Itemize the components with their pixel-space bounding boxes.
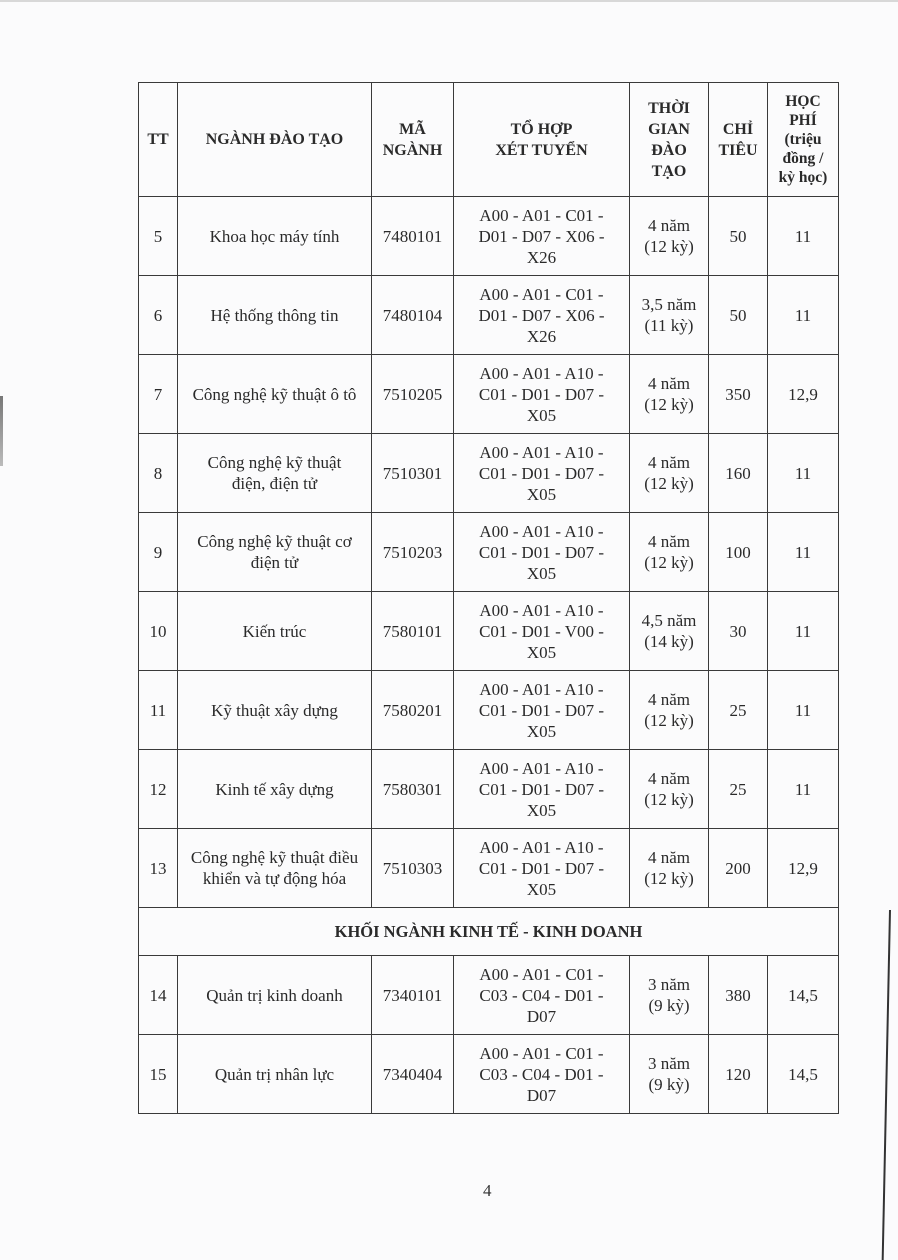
cell-text-combo-line3: X05 xyxy=(526,405,557,425)
cell-combination xyxy=(454,434,630,513)
cell-duration xyxy=(630,592,709,671)
cell-text-duration-line2: (12 kỳ) xyxy=(644,237,694,256)
cell-text-combo-line1: A00 - A01 - A10 - xyxy=(479,442,604,462)
cell-program-code: 7510301 xyxy=(372,434,454,513)
cell-tuition: 11 xyxy=(768,197,839,276)
cell-quota: 350 xyxy=(709,355,768,434)
cell-text-duration-line2: (12 kỳ) xyxy=(644,869,694,888)
cell-tt: 9 xyxy=(139,513,178,592)
cell-text-combo-line3: X26 xyxy=(526,247,557,267)
cell-text-combo-line3: X05 xyxy=(526,879,557,899)
cell-quota: 50 xyxy=(709,276,768,355)
scan-edge-line xyxy=(882,910,891,1260)
cell-text-combo-line2: C01 - D01 - D07 - xyxy=(478,779,605,799)
cell-text-combo-line3: X05 xyxy=(526,563,557,583)
cell-text-duration-line2: (9 kỳ) xyxy=(648,1075,690,1094)
cell-quota: 100 xyxy=(709,513,768,592)
cell-text-duration-line2: (9 kỳ) xyxy=(648,996,690,1015)
cell-program-code: 7480104 xyxy=(372,276,454,355)
cell-quota: 30 xyxy=(709,592,768,671)
cell-text-name-line1: Kinh tế xây dựng xyxy=(215,779,334,799)
cell-tuition: 11 xyxy=(768,434,839,513)
cell-program-name xyxy=(178,355,372,434)
cell-combination xyxy=(454,671,630,750)
cell-text-combo-line2: C03 - C04 - D01 - xyxy=(479,1064,604,1084)
cell-text-name-line1: Kiến trúc xyxy=(242,621,307,641)
cell-tt: 12 xyxy=(139,750,178,829)
cell-text-duration-line1: 4,5 năm xyxy=(641,611,697,630)
table-row xyxy=(139,197,839,276)
cell-text-duration-line1: 4 năm xyxy=(647,848,691,867)
table-row xyxy=(139,513,839,592)
cell-text-duration-line1: 4 năm xyxy=(647,374,691,393)
cell-duration xyxy=(630,956,709,1035)
cell-text-duration-line1: 4 năm xyxy=(647,216,691,235)
scan-edge-mark xyxy=(0,396,3,466)
cell-program-code: 7580101 xyxy=(372,592,454,671)
cell-duration xyxy=(630,671,709,750)
cell-text-combo-line3: X05 xyxy=(526,484,557,504)
table-row xyxy=(139,355,839,434)
cell-text-combo-line2: C01 - D01 - D07 - xyxy=(478,858,605,878)
cell-text-name-line2: khiển và tự động hóa xyxy=(202,869,347,888)
table-row xyxy=(139,434,839,513)
cell-text-duration-line2: (12 kỳ) xyxy=(644,790,694,809)
cell-text-duration-line1: 4 năm xyxy=(647,769,691,788)
header-row xyxy=(139,83,839,197)
cell-quota: 25 xyxy=(709,750,768,829)
cell-text-combo-line2: C01 - D01 - D07 - xyxy=(478,700,605,720)
cell-text-combo-line3: X26 xyxy=(526,326,557,346)
cell-duration xyxy=(630,197,709,276)
cell-program-code: 7510203 xyxy=(372,513,454,592)
cell-duration xyxy=(630,1035,709,1114)
cell-text-duration-line2: (12 kỳ) xyxy=(644,553,694,572)
cell-text-combo-line3: X05 xyxy=(526,800,557,820)
cell-text-combo-line1: A00 - A01 - A10 - xyxy=(479,758,604,778)
cell-text-combo-line1: A00 - A01 - C01 - xyxy=(479,964,604,984)
cell-text-name-line1: Công nghệ kỹ thuật ô tô xyxy=(192,384,357,404)
cell-tt: 14 xyxy=(139,956,178,1035)
cell-text-combo-line2: C01 - D01 - D07 - xyxy=(478,463,605,483)
table-row xyxy=(139,829,839,908)
cell-program-name xyxy=(178,276,372,355)
cell-text-combo-line1: A00 - A01 - C01 - xyxy=(479,1043,604,1063)
cell-duration xyxy=(630,513,709,592)
cell-text-combo-line3: X05 xyxy=(526,721,557,741)
page-top-edge xyxy=(0,0,898,2)
cell-program-code: 7510205 xyxy=(372,355,454,434)
cell-tt: 5 xyxy=(139,197,178,276)
cell-text-combo-line1: A00 - A01 - A10 - xyxy=(479,600,604,620)
cell-program-name xyxy=(178,513,372,592)
cell-combination xyxy=(454,513,630,592)
cell-text-duration-line1: 4 năm xyxy=(647,453,691,472)
cell-duration xyxy=(630,355,709,434)
cell-tt: 13 xyxy=(139,829,178,908)
cell-program-code: 7480101 xyxy=(372,197,454,276)
table-row xyxy=(139,1035,839,1114)
cell-program-name xyxy=(178,434,372,513)
header-tt: TT xyxy=(139,83,178,197)
cell-text-combo-line2: C01 - D01 - V00 - xyxy=(479,621,604,641)
section-title: KHỐI NGÀNH KINH TẾ - KINH DOANH xyxy=(139,908,839,956)
cell-program-code: 7340404 xyxy=(372,1035,454,1114)
cell-combination xyxy=(454,276,630,355)
admissions-table xyxy=(138,82,839,1114)
cell-text-combo-line2: C01 - D01 - D07 - xyxy=(478,384,605,404)
cell-text-combo-line3: D07 xyxy=(526,1085,557,1105)
cell-text-name-line1: Hệ thống thông tin xyxy=(210,305,339,325)
header-code: MÃ NGÀNH xyxy=(372,83,454,197)
cell-quota: 160 xyxy=(709,434,768,513)
cell-text-combo-line1: A00 - A01 - A10 - xyxy=(479,679,604,699)
cell-text-name-line1: Quản trị nhân lực xyxy=(214,1064,335,1084)
cell-tuition: 11 xyxy=(768,592,839,671)
cell-program-name xyxy=(178,197,372,276)
cell-quota: 120 xyxy=(709,1035,768,1114)
cell-text-duration-line1: 3 năm xyxy=(647,975,691,994)
cell-text-combo-line3: D07 xyxy=(526,1006,557,1026)
cell-program-name xyxy=(178,750,372,829)
cell-text-duration-line2: (12 kỳ) xyxy=(644,711,694,730)
cell-combination xyxy=(454,592,630,671)
page-number: 4 xyxy=(483,1181,492,1200)
section-header-row xyxy=(139,908,839,956)
cell-tuition: 14,5 xyxy=(768,956,839,1035)
cell-text-duration-line2: (14 kỳ) xyxy=(644,632,694,651)
cell-quota: 50 xyxy=(709,197,768,276)
table-row xyxy=(139,671,839,750)
cell-program-name xyxy=(178,592,372,671)
header-combination: TỔ HỢP XÉT TUYỂN xyxy=(454,83,630,197)
cell-tt: 11 xyxy=(139,671,178,750)
table-row xyxy=(139,750,839,829)
header-program: NGÀNH ĐÀO TẠO xyxy=(178,83,372,197)
cell-text-combo-line1: A00 - A01 - C01 - xyxy=(479,284,604,304)
cell-program-name xyxy=(178,671,372,750)
cell-tt: 6 xyxy=(139,276,178,355)
cell-text-duration-line2: (12 kỳ) xyxy=(644,395,694,414)
cell-text-combo-line2: C03 - C04 - D01 - xyxy=(479,985,604,1005)
cell-text-name-line1: Công nghệ kỹ thuật xyxy=(207,453,342,472)
cell-text-name-line1: Công nghệ kỹ thuật điều xyxy=(190,848,359,867)
cell-tuition: 12,9 xyxy=(768,829,839,908)
cell-text-combo-line2: C01 - D01 - D07 - xyxy=(478,542,605,562)
table-row xyxy=(139,956,839,1035)
cell-text-combo-line3: X05 xyxy=(526,642,557,662)
cell-text-name-line2: điện, điện tử xyxy=(231,474,318,493)
cell-text-combo-line1: A00 - A01 - A10 - xyxy=(479,363,604,383)
cell-tuition: 11 xyxy=(768,750,839,829)
cell-text-duration-line1: 3,5 năm xyxy=(641,295,697,314)
cell-text-duration-line2: (12 kỳ) xyxy=(644,474,694,493)
cell-tuition: 11 xyxy=(768,276,839,355)
cell-text-duration-line1: 3 năm xyxy=(647,1054,691,1073)
cell-text-combo-line2: D01 - D07 - X06 - xyxy=(478,305,605,325)
cell-text-duration-line1: 4 năm xyxy=(647,532,691,551)
cell-program-code: 7510303 xyxy=(372,829,454,908)
cell-text-combo-line2: D01 - D07 - X06 - xyxy=(478,226,605,246)
cell-tt: 15 xyxy=(139,1035,178,1114)
cell-text-combo-line1: A00 - A01 - A10 - xyxy=(479,837,604,857)
cell-tt: 8 xyxy=(139,434,178,513)
cell-quota: 380 xyxy=(709,956,768,1035)
cell-text-combo-line1: A00 - A01 - A10 - xyxy=(479,521,604,541)
cell-program-name xyxy=(178,829,372,908)
cell-tt: 7 xyxy=(139,355,178,434)
cell-text-name-line2: điện tử xyxy=(250,553,299,572)
cell-text-name-line1: Quản trị kinh doanh xyxy=(206,985,343,1005)
cell-duration xyxy=(630,434,709,513)
cell-combination xyxy=(454,197,630,276)
cell-program-name xyxy=(178,956,372,1035)
cell-combination xyxy=(454,956,630,1035)
cell-program-code: 7580301 xyxy=(372,750,454,829)
cell-duration xyxy=(630,750,709,829)
cell-combination xyxy=(454,750,630,829)
cell-combination xyxy=(454,829,630,908)
cell-tuition: 14,5 xyxy=(768,1035,839,1114)
header-tuition: HỌC PHÍ (triệu đồng / kỳ học) xyxy=(768,83,839,197)
cell-program-code: 7580201 xyxy=(372,671,454,750)
cell-tuition: 12,9 xyxy=(768,355,839,434)
cell-tuition: 11 xyxy=(768,513,839,592)
cell-text-name-line1: Công nghệ kỹ thuật cơ xyxy=(197,532,352,551)
cell-text-name-line1: Kỹ thuật xây dựng xyxy=(211,700,338,720)
header-duration: THỜI GIAN ĐÀO TẠO xyxy=(630,83,709,197)
cell-text-name-line1: Khoa học máy tính xyxy=(209,226,340,246)
cell-combination xyxy=(454,1035,630,1114)
cell-combination xyxy=(454,355,630,434)
cell-quota: 200 xyxy=(709,829,768,908)
table-row xyxy=(139,592,839,671)
cell-program-name xyxy=(178,1035,372,1114)
cell-program-code: 7340101 xyxy=(372,956,454,1035)
cell-tt: 10 xyxy=(139,592,178,671)
cell-tuition: 11 xyxy=(768,671,839,750)
cell-duration xyxy=(630,276,709,355)
header-quota: CHỈ TIÊU xyxy=(709,83,768,197)
table-row xyxy=(139,276,839,355)
cell-text-duration-line2: (11 kỳ) xyxy=(644,316,694,335)
cell-duration xyxy=(630,829,709,908)
cell-text-combo-line1: A00 - A01 - C01 - xyxy=(479,205,604,225)
cell-text-duration-line1: 4 năm xyxy=(647,690,691,709)
cell-quota: 25 xyxy=(709,671,768,750)
